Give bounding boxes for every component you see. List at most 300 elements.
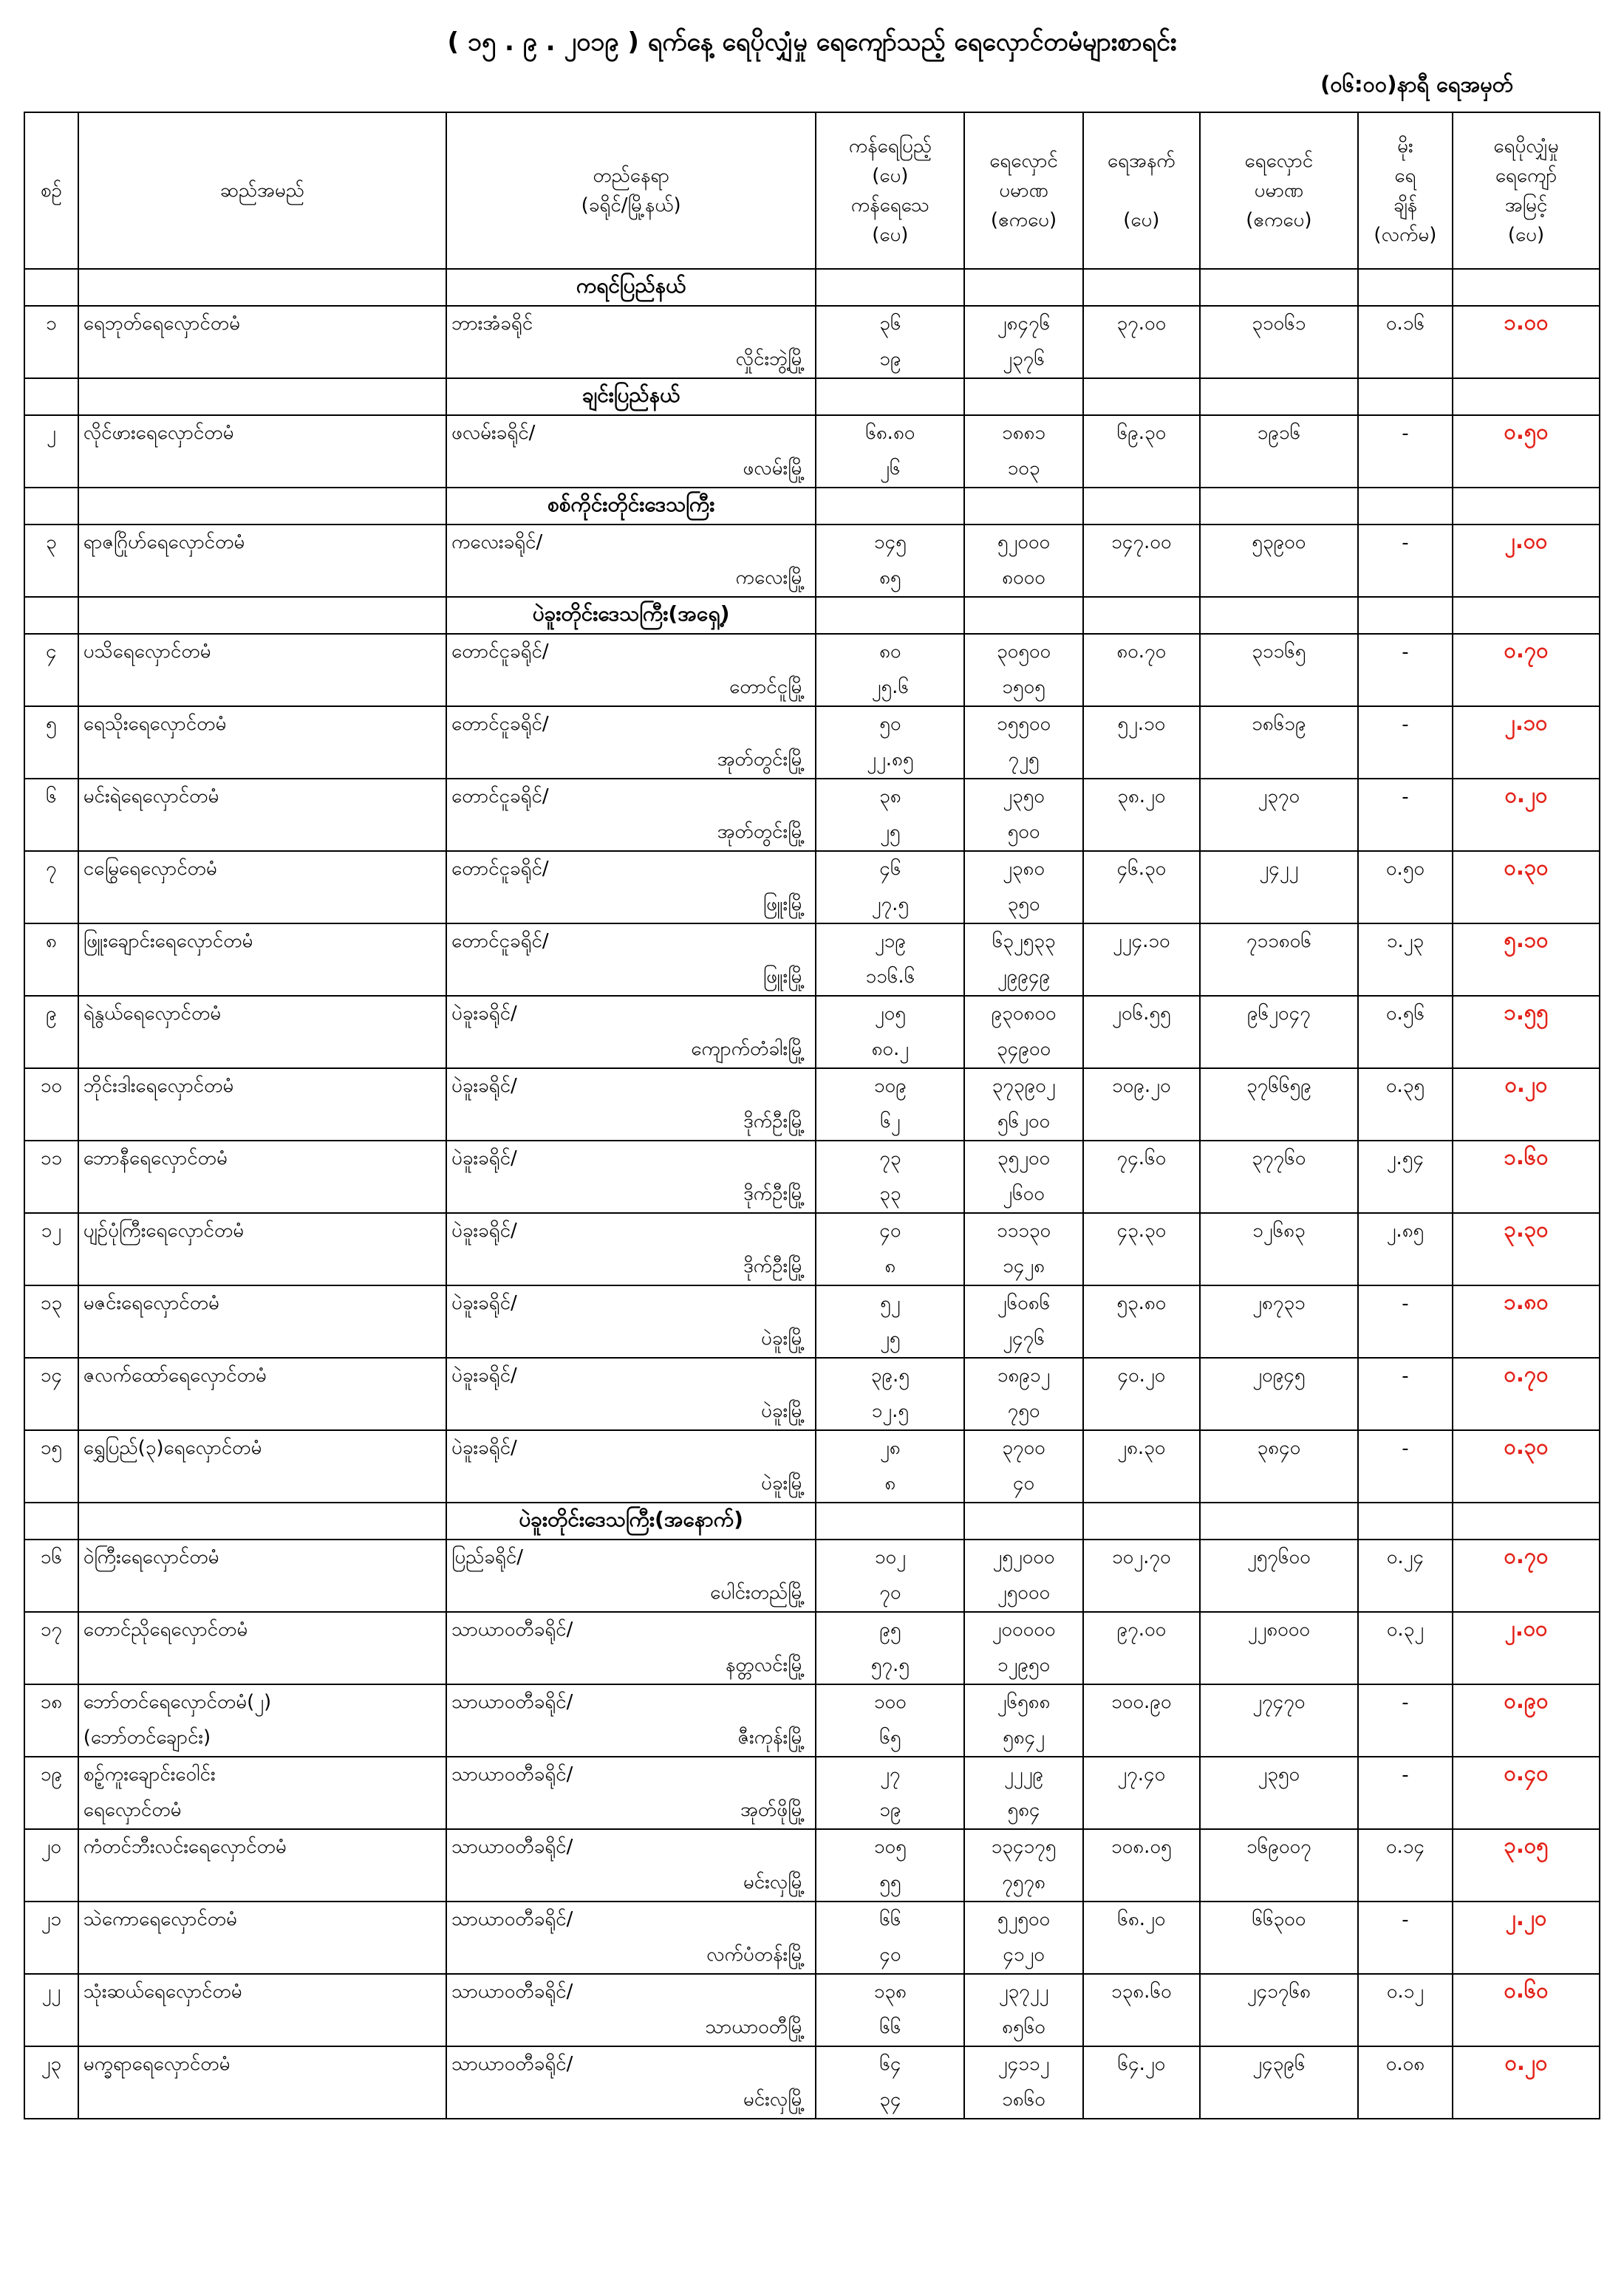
cell-empty (1083, 342, 1200, 378)
cell-full-level: ၁၃၈ (816, 1974, 964, 2010)
cell-dead-storage: ၄၁၂၀ (964, 1938, 1082, 1974)
table-row (24, 1576, 1600, 1612)
cell-rain: ၀.၁၂ (1358, 1974, 1453, 2010)
cell-empty (1083, 561, 1200, 597)
table-row (24, 779, 1600, 815)
cell-empty (1358, 1104, 1453, 1141)
cell-township: ပဲခူးမြို့ (446, 1322, 816, 1358)
cell-empty (1083, 815, 1200, 851)
cell-township: ပေါင်းတည်မြို့ (446, 1576, 816, 1612)
table-row (24, 1104, 1600, 1141)
cell-name: သဲကောရေလှောင်တမံ (78, 1902, 446, 1938)
cell-water-level: ၉၇.၀၀ (1083, 1612, 1200, 1648)
cell-name (78, 887, 446, 923)
cell-full-level: ၆၄ (816, 2046, 964, 2083)
cell-name (78, 488, 446, 525)
cell-no: ၁၁ (24, 1141, 78, 1177)
cell-full-level: ၂၀၅ (816, 996, 964, 1032)
cell-dead-storage: ၇၂၅ (964, 742, 1082, 779)
cell-empty (1358, 887, 1453, 923)
cell-no (24, 488, 78, 525)
cell-name: မင်းရဲရေလှောင်တမံ (78, 779, 446, 815)
cell-dead-level: ၈ (816, 1249, 964, 1285)
cell-water-level: ၄၃.၃၀ (1083, 1213, 1200, 1249)
cell-no (24, 742, 78, 779)
cell-name: ဇလက်ထော်ရေလှောင်တမံ (78, 1358, 446, 1394)
cell-empty (1358, 1576, 1453, 1612)
cell-district: သာယာဝတီခရိုင်/ (446, 1974, 816, 2010)
cell-name: ပျဉ်ပုံကြီးရေလှောင်တမံ (78, 1213, 446, 1249)
cell-storage-full: ၆၃၂၅၃၃ (964, 923, 1082, 960)
table-row (24, 1322, 1600, 1358)
cell-storage-full: ၂၂၂၉ (964, 1757, 1082, 1793)
cell-water-level: ၈၀.၇၀ (1083, 634, 1200, 670)
cell-empty (1358, 2083, 1453, 2119)
cell-rain: ၀.၅၆ (1358, 996, 1453, 1032)
table-row (24, 1684, 1600, 1721)
cell-storage-now: ၁၉၁၆ (1200, 415, 1358, 451)
header-rain: မိုး ရေ ချိန် (လက်မ) (1358, 112, 1453, 269)
cell-full-level: ၁၄၅ (816, 525, 964, 561)
cell-name: ရဲနွယ်ရေလှောင်တမံ (78, 996, 446, 1032)
cell-no (24, 378, 78, 415)
cell-name: ပသိရေလှောင်တမံ (78, 634, 446, 670)
cell-empty (1083, 1104, 1200, 1141)
cell-empty (1453, 1104, 1600, 1141)
cell-dead-level: ၅၅ (816, 1865, 964, 1902)
cell-empty (1200, 1466, 1358, 1503)
cell-district: တောင်ငူခရိုင်/ (446, 779, 816, 815)
cell-no (24, 1721, 78, 1757)
cell-water-level: ၁၀၂.၇၀ (1083, 1540, 1200, 1576)
cell-rain: - (1358, 706, 1453, 742)
cell-empty (1083, 742, 1200, 779)
cell-empty (1200, 1177, 1358, 1213)
cell-district: ဘားအံခရိုင် (446, 306, 816, 342)
cell-name (78, 378, 446, 415)
cell-township: ကလေးမြို့ (446, 561, 816, 597)
cell-name (78, 742, 446, 779)
cell-empty (1083, 1466, 1200, 1503)
cell-full-level: ၉၅ (816, 1612, 964, 1648)
cell-empty (1453, 488, 1600, 525)
cell-empty (964, 488, 1082, 525)
region-name: စစ်ကိုင်းတိုင်းဒေသကြီး (446, 488, 816, 525)
table-row (24, 1177, 1600, 1213)
table-row (24, 1358, 1600, 1394)
cell-no: ၂၁ (24, 1902, 78, 1938)
cell-water-level: ၆၉.၃၀ (1083, 415, 1200, 451)
cell-overflow: ၀.၂၀ (1453, 1068, 1600, 1104)
cell-dead-storage: ၅၀၀ (964, 815, 1082, 851)
cell-name (78, 597, 446, 634)
cell-empty (1358, 1394, 1453, 1430)
cell-water-level: ၅၂.၁၀ (1083, 706, 1200, 742)
cell-full-level: ၁၀၂ (816, 1540, 964, 1576)
cell-empty (1453, 1394, 1600, 1430)
cell-no (24, 1249, 78, 1285)
table-row (24, 561, 1600, 597)
cell-rain: ၀.၃၅ (1358, 1068, 1453, 1104)
cell-dead-level: ၇၀ (816, 1576, 964, 1612)
cell-overflow: ၂.၀၀ (1453, 1612, 1600, 1648)
cell-empty (1083, 1793, 1200, 1829)
cell-empty (1200, 561, 1358, 597)
cell-no (24, 597, 78, 634)
cell-name (78, 815, 446, 851)
cell-name: ကံတင်ဘီးလင်းရေလှောင်တမံ (78, 1829, 446, 1865)
table-row (24, 996, 1600, 1032)
cell-dead-storage: ၁၈၆၀ (964, 2083, 1082, 2119)
header-location: တည်နေရာ (ခရိုင်/မြို့နယ်) (446, 112, 816, 269)
region-name: ပဲခူးတိုင်းဒေသကြီး(အနောက်) (446, 1503, 816, 1540)
cell-no: ၇ (24, 851, 78, 887)
table-row (24, 1902, 1600, 1938)
page-title: ( ၁၅ . ၉ . ၂၀၁၉ ) ရက်နေ့ ရေပိုလျှံမှု ရေကျော်သည့် ရေလှောင်တမံများစာရင်း (447, 27, 1177, 57)
cell-no (24, 960, 78, 996)
cell-dead-storage: ၅၈၄၂ (964, 1721, 1082, 1757)
cell-name (78, 1394, 446, 1430)
cell-empty (1200, 887, 1358, 923)
cell-storage-now: ၂၃၅၀ (1200, 1757, 1358, 1793)
cell-empty (1453, 1938, 1600, 1974)
cell-name: ရာဇဂြိုဟ်ရေလှောင်တမံ (78, 525, 446, 561)
cell-name (78, 1865, 446, 1902)
cell-full-level: ၆၆ (816, 1902, 964, 1938)
cell-name: လိုင်ဖားရေလှောင်တမံ (78, 415, 446, 451)
cell-empty (1083, 378, 1200, 415)
cell-empty (1083, 269, 1200, 306)
cell-no (24, 1793, 78, 1829)
cell-name (78, 451, 446, 488)
cell-empty (1200, 815, 1358, 851)
cell-no (24, 1177, 78, 1213)
table-row (24, 1540, 1600, 1576)
cell-dead-storage: ၄၀ (964, 1466, 1082, 1503)
cell-township: ဇီးကုန်းမြို့ (446, 1721, 816, 1757)
cell-storage-now: ၂၂၈၀၀၀ (1200, 1612, 1358, 1648)
cell-storage-full: ၂၆၅၈၈ (964, 1684, 1082, 1721)
cell-dead-level: ၁၂.၅ (816, 1394, 964, 1430)
cell-township: ဒိုက်ဦးမြို့ (446, 1177, 816, 1213)
cell-overflow: ၁.၅၅ (1453, 996, 1600, 1032)
cell-name (78, 1032, 446, 1068)
cell-empty (816, 269, 964, 306)
cell-empty (1083, 1032, 1200, 1068)
table-row (24, 887, 1600, 923)
cell-empty (1200, 1104, 1358, 1141)
cell-full-level: ၁၀၅ (816, 1829, 964, 1865)
cell-no (24, 342, 78, 378)
cell-empty (1453, 1177, 1600, 1213)
cell-no (24, 1104, 78, 1141)
header-storage-full: ရေလှောင် ပမာဏ (ဧကပေ) (964, 112, 1082, 269)
cell-full-level: ၅၀ (816, 706, 964, 742)
cell-storage-now: ၃၈၄၀ (1200, 1430, 1358, 1466)
table-row (24, 1032, 1600, 1068)
cell-empty (1200, 1032, 1358, 1068)
region-name: ကရင်ပြည်နယ် (446, 269, 816, 306)
cell-dead-storage: ၈၀၀၀ (964, 561, 1082, 597)
cell-no: ၃ (24, 525, 78, 561)
cell-empty (1453, 1503, 1600, 1540)
table-row (24, 1249, 1600, 1285)
cell-name: မဇင်းရေလှောင်တမံ (78, 1285, 446, 1322)
cell-water-level: ၁၀၉.၂၀ (1083, 1068, 1200, 1104)
cell-storage-now: ၁၂၆၈၃ (1200, 1213, 1358, 1249)
cell-overflow: ၂.၁၀ (1453, 706, 1600, 742)
cell-empty (1453, 1249, 1600, 1285)
cell-no: ၁၇ (24, 1612, 78, 1648)
cell-township: လှိုင်းဘွဲ့မြို့ (446, 342, 816, 378)
cell-storage-now: ၂၀၉၄၅ (1200, 1358, 1358, 1394)
cell-full-level: ၁၀၀ (816, 1684, 964, 1721)
cell-dead-storage: ၂၅၀၀၀ (964, 1576, 1082, 1612)
cell-empty (1453, 1576, 1600, 1612)
cell-name: ဝဲကြီးရေလှောင်တမံ (78, 1540, 446, 1576)
cell-no: ၁၉ (24, 1757, 78, 1793)
cell-no (24, 1503, 78, 1540)
table-row (24, 342, 1600, 378)
cell-township: အုတ်တွင်းမြို့ (446, 815, 816, 851)
cell-empty (1083, 1503, 1200, 1540)
cell-no: ၂၃ (24, 2046, 78, 2083)
cell-empty (1083, 670, 1200, 706)
cell-rain: - (1358, 1430, 1453, 1466)
cell-name (78, 670, 446, 706)
cell-empty (964, 269, 1082, 306)
cell-no: ၉ (24, 996, 78, 1032)
cell-empty (1200, 1938, 1358, 1974)
cell-storage-full: ၃၇၀၀ (964, 1430, 1082, 1466)
cell-empty (1083, 2010, 1200, 2046)
cell-dead-level: ၄၀ (816, 1938, 964, 1974)
cell-dead-storage: ၅၆၂၀၀ (964, 1104, 1082, 1141)
cell-township: ပဲခူးမြို့ (446, 1394, 816, 1430)
cell-no (24, 670, 78, 706)
cell-water-level: ၅၃.၈၀ (1083, 1285, 1200, 1322)
region-name: ပဲခူးတိုင်းဒေသကြီး(အရှေ့) (446, 597, 816, 634)
table-row (24, 1757, 1600, 1793)
cell-empty (816, 1503, 964, 1540)
cell-empty (1453, 2083, 1600, 2119)
cell-empty (1083, 887, 1200, 923)
cell-no (24, 1576, 78, 1612)
cell-empty (1083, 1394, 1200, 1430)
cell-name (78, 1177, 446, 1213)
cell-no: ၁၆ (24, 1540, 78, 1576)
cell-dead-storage: ၂၃၇၆ (964, 342, 1082, 378)
cell-empty (1453, 1793, 1600, 1829)
cell-storage-now: ၆၆၃၀၀ (1200, 1902, 1358, 1938)
cell-township: မင်းလှမြို့ (446, 2083, 816, 2119)
cell-storage-full: ၃၅၂၀၀ (964, 1141, 1082, 1177)
cell-dead-level: ၂၇.၅ (816, 887, 964, 923)
cell-name: ရေလှောင်တမံ (78, 1793, 446, 1829)
cell-water-level: ၆၄.၂၀ (1083, 2046, 1200, 2083)
cell-empty (1358, 1249, 1453, 1285)
header-water-level: ရေအနက် (ပေ) (1083, 112, 1200, 269)
cell-empty (1358, 342, 1453, 378)
cell-water-level: ၁၃၈.၆၀ (1083, 1974, 1200, 2010)
cell-dead-storage: ၁၀၃ (964, 451, 1082, 488)
cell-rain: ၁.၂၃ (1358, 923, 1453, 960)
table-row (24, 2010, 1600, 2046)
table-row (24, 1721, 1600, 1757)
table-row (24, 1648, 1600, 1684)
cell-empty (1358, 1032, 1453, 1068)
table-row (24, 306, 1600, 342)
cell-empty (1200, 342, 1358, 378)
cell-empty (1083, 451, 1200, 488)
cell-storage-now: ၂၄၃၉၆ (1200, 2046, 1358, 2083)
cell-dead-storage: ၁၅၀၅ (964, 670, 1082, 706)
cell-no: ၁၈ (24, 1684, 78, 1721)
region-row (24, 488, 1600, 525)
table-row (24, 1285, 1600, 1322)
cell-empty (1358, 1177, 1453, 1213)
cell-no: ၄ (24, 634, 78, 670)
cell-name: သုံးဆယ်ရေလှောင်တမံ (78, 1974, 446, 2010)
cell-empty (816, 378, 964, 415)
cell-no (24, 1394, 78, 1430)
cell-dead-level: ၆၅ (816, 1721, 964, 1757)
cell-rain: - (1358, 1684, 1453, 1721)
cell-empty (1083, 1648, 1200, 1684)
table-row (24, 525, 1600, 561)
cell-district: သာယာဝတီခရိုင်/ (446, 1684, 816, 1721)
cell-empty (964, 1503, 1082, 1540)
cell-name: ဖြူးချောင်းရေလှောင်တမံ (78, 923, 446, 960)
cell-no: ၆ (24, 779, 78, 815)
table-row (24, 1213, 1600, 1249)
cell-empty (1358, 1503, 1453, 1540)
cell-no (24, 451, 78, 488)
table-row (24, 1829, 1600, 1865)
cell-overflow: ၂.၀၀ (1453, 525, 1600, 561)
table-row (24, 1430, 1600, 1466)
header-full-level: ကန်ရေပြည့် (ပေ) ကန်ရေသေ (ပေ) (816, 112, 964, 269)
cell-dead-storage: ၇၅၀ (964, 1394, 1082, 1430)
cell-storage-now: ၃၁၀၆၁ (1200, 306, 1358, 342)
cell-township: မင်းလှမြို့ (446, 1865, 816, 1902)
cell-storage-now: ၂၇၄၇၀ (1200, 1684, 1358, 1721)
cell-empty (1200, 1249, 1358, 1285)
cell-overflow: ၅.၁၀ (1453, 923, 1600, 960)
table-row (24, 960, 1600, 996)
region-row (24, 269, 1600, 306)
region-name: ချင်းပြည်နယ် (446, 378, 816, 415)
cell-name (78, 2083, 446, 2119)
cell-empty (1358, 2010, 1453, 2046)
cell-township: နတ္တလင်းမြို့ (446, 1648, 816, 1684)
cell-name: ဘော်တင်ရေလှောင်တမံ(၂) (78, 1684, 446, 1721)
cell-storage-now: ၂၅၇၆၀၀ (1200, 1540, 1358, 1576)
cell-name (78, 1648, 446, 1684)
cell-empty (964, 597, 1082, 634)
cell-name (78, 561, 446, 597)
cell-empty (1200, 1865, 1358, 1902)
cell-storage-now: ၃၁၁၆၅ (1200, 634, 1358, 670)
cell-empty (1453, 561, 1600, 597)
cell-empty (816, 597, 964, 634)
cell-empty (1453, 1322, 1600, 1358)
cell-dead-storage: ၂၄၇၆ (964, 1322, 1082, 1358)
cell-empty (1453, 887, 1600, 923)
cell-overflow: ၀.၇၀ (1453, 1358, 1600, 1394)
cell-no (24, 1466, 78, 1503)
cell-rain: ၀.၀၈ (1358, 2046, 1453, 2083)
cell-no (24, 2010, 78, 2046)
cell-storage-full: ၂၃၈၀ (964, 851, 1082, 887)
cell-storage-now: ၃၇၇၆၀ (1200, 1141, 1358, 1177)
cell-no (24, 1865, 78, 1902)
cell-rain: ၀.၃၂ (1358, 1612, 1453, 1648)
cell-name: (ဘော်တင်ချောင်း) (78, 1721, 446, 1757)
cell-township: ဒိုက်ဦးမြို့ (446, 1249, 816, 1285)
cell-name: ရွှေပြည်(၃)ရေလှောင်တမံ (78, 1430, 446, 1466)
cell-township: ဖလမ်းမြို့ (446, 451, 816, 488)
cell-rain: ၀.၂၄ (1358, 1540, 1453, 1576)
cell-overflow: ၃.၃၀ (1453, 1213, 1600, 1249)
table-row (24, 1974, 1600, 2010)
cell-empty (1358, 1322, 1453, 1358)
cell-empty (1083, 1938, 1200, 1974)
cell-rain: ၀.၅၀ (1358, 851, 1453, 887)
cell-township: ဖြူးမြို့ (446, 887, 816, 923)
table-row (24, 1141, 1600, 1177)
cell-empty (1358, 815, 1453, 851)
table-row (24, 670, 1600, 706)
cell-empty (1200, 2083, 1358, 2119)
cell-district: ပဲခူးခရိုင်/ (446, 1430, 816, 1466)
cell-water-level: ၄၆.၃၀ (1083, 851, 1200, 887)
cell-no (24, 887, 78, 923)
cell-empty (1358, 670, 1453, 706)
cell-empty (1200, 1503, 1358, 1540)
cell-no: ၂၀ (24, 1829, 78, 1865)
cell-storage-full: ၂၀၀၀၀၀ (964, 1612, 1082, 1648)
cell-empty (816, 488, 964, 525)
cell-district: တောင်ငူခရိုင်/ (446, 634, 816, 670)
cell-rain: ၀.၁၄ (1358, 1829, 1453, 1865)
cell-empty (1358, 1648, 1453, 1684)
table-row (24, 815, 1600, 851)
cell-empty (1453, 451, 1600, 488)
cell-empty (1358, 378, 1453, 415)
table-row (24, 1793, 1600, 1829)
cell-dead-level: ၆၆ (816, 2010, 964, 2046)
cell-dead-storage: ၃၅၀ (964, 887, 1082, 923)
cell-storage-full: ၂၃၅၀ (964, 779, 1082, 815)
cell-full-level: ၁၀၉ (816, 1068, 964, 1104)
cell-township: ဖြူးမြို့ (446, 960, 816, 996)
cell-storage-full: ၁၁၁၃၀ (964, 1213, 1082, 1249)
cell-empty (1200, 1394, 1358, 1430)
cell-storage-now: ၂၄၂၂ (1200, 851, 1358, 887)
cell-empty (1358, 597, 1453, 634)
cell-dead-storage: ၁၂၉၅၀ (964, 1648, 1082, 1684)
cell-name: စဉ့်ကူးချောင်းဝေါင်း (78, 1757, 446, 1793)
cell-empty (1453, 378, 1600, 415)
cell-overflow: ၀.၇၀ (1453, 1540, 1600, 1576)
cell-empty (1358, 488, 1453, 525)
cell-empty (1200, 1721, 1358, 1757)
cell-rain: ၀.၁၆ (1358, 306, 1453, 342)
table-row (24, 1938, 1600, 1974)
cell-full-level: ၆၈.၈၀ (816, 415, 964, 451)
cell-empty (1083, 1177, 1200, 1213)
